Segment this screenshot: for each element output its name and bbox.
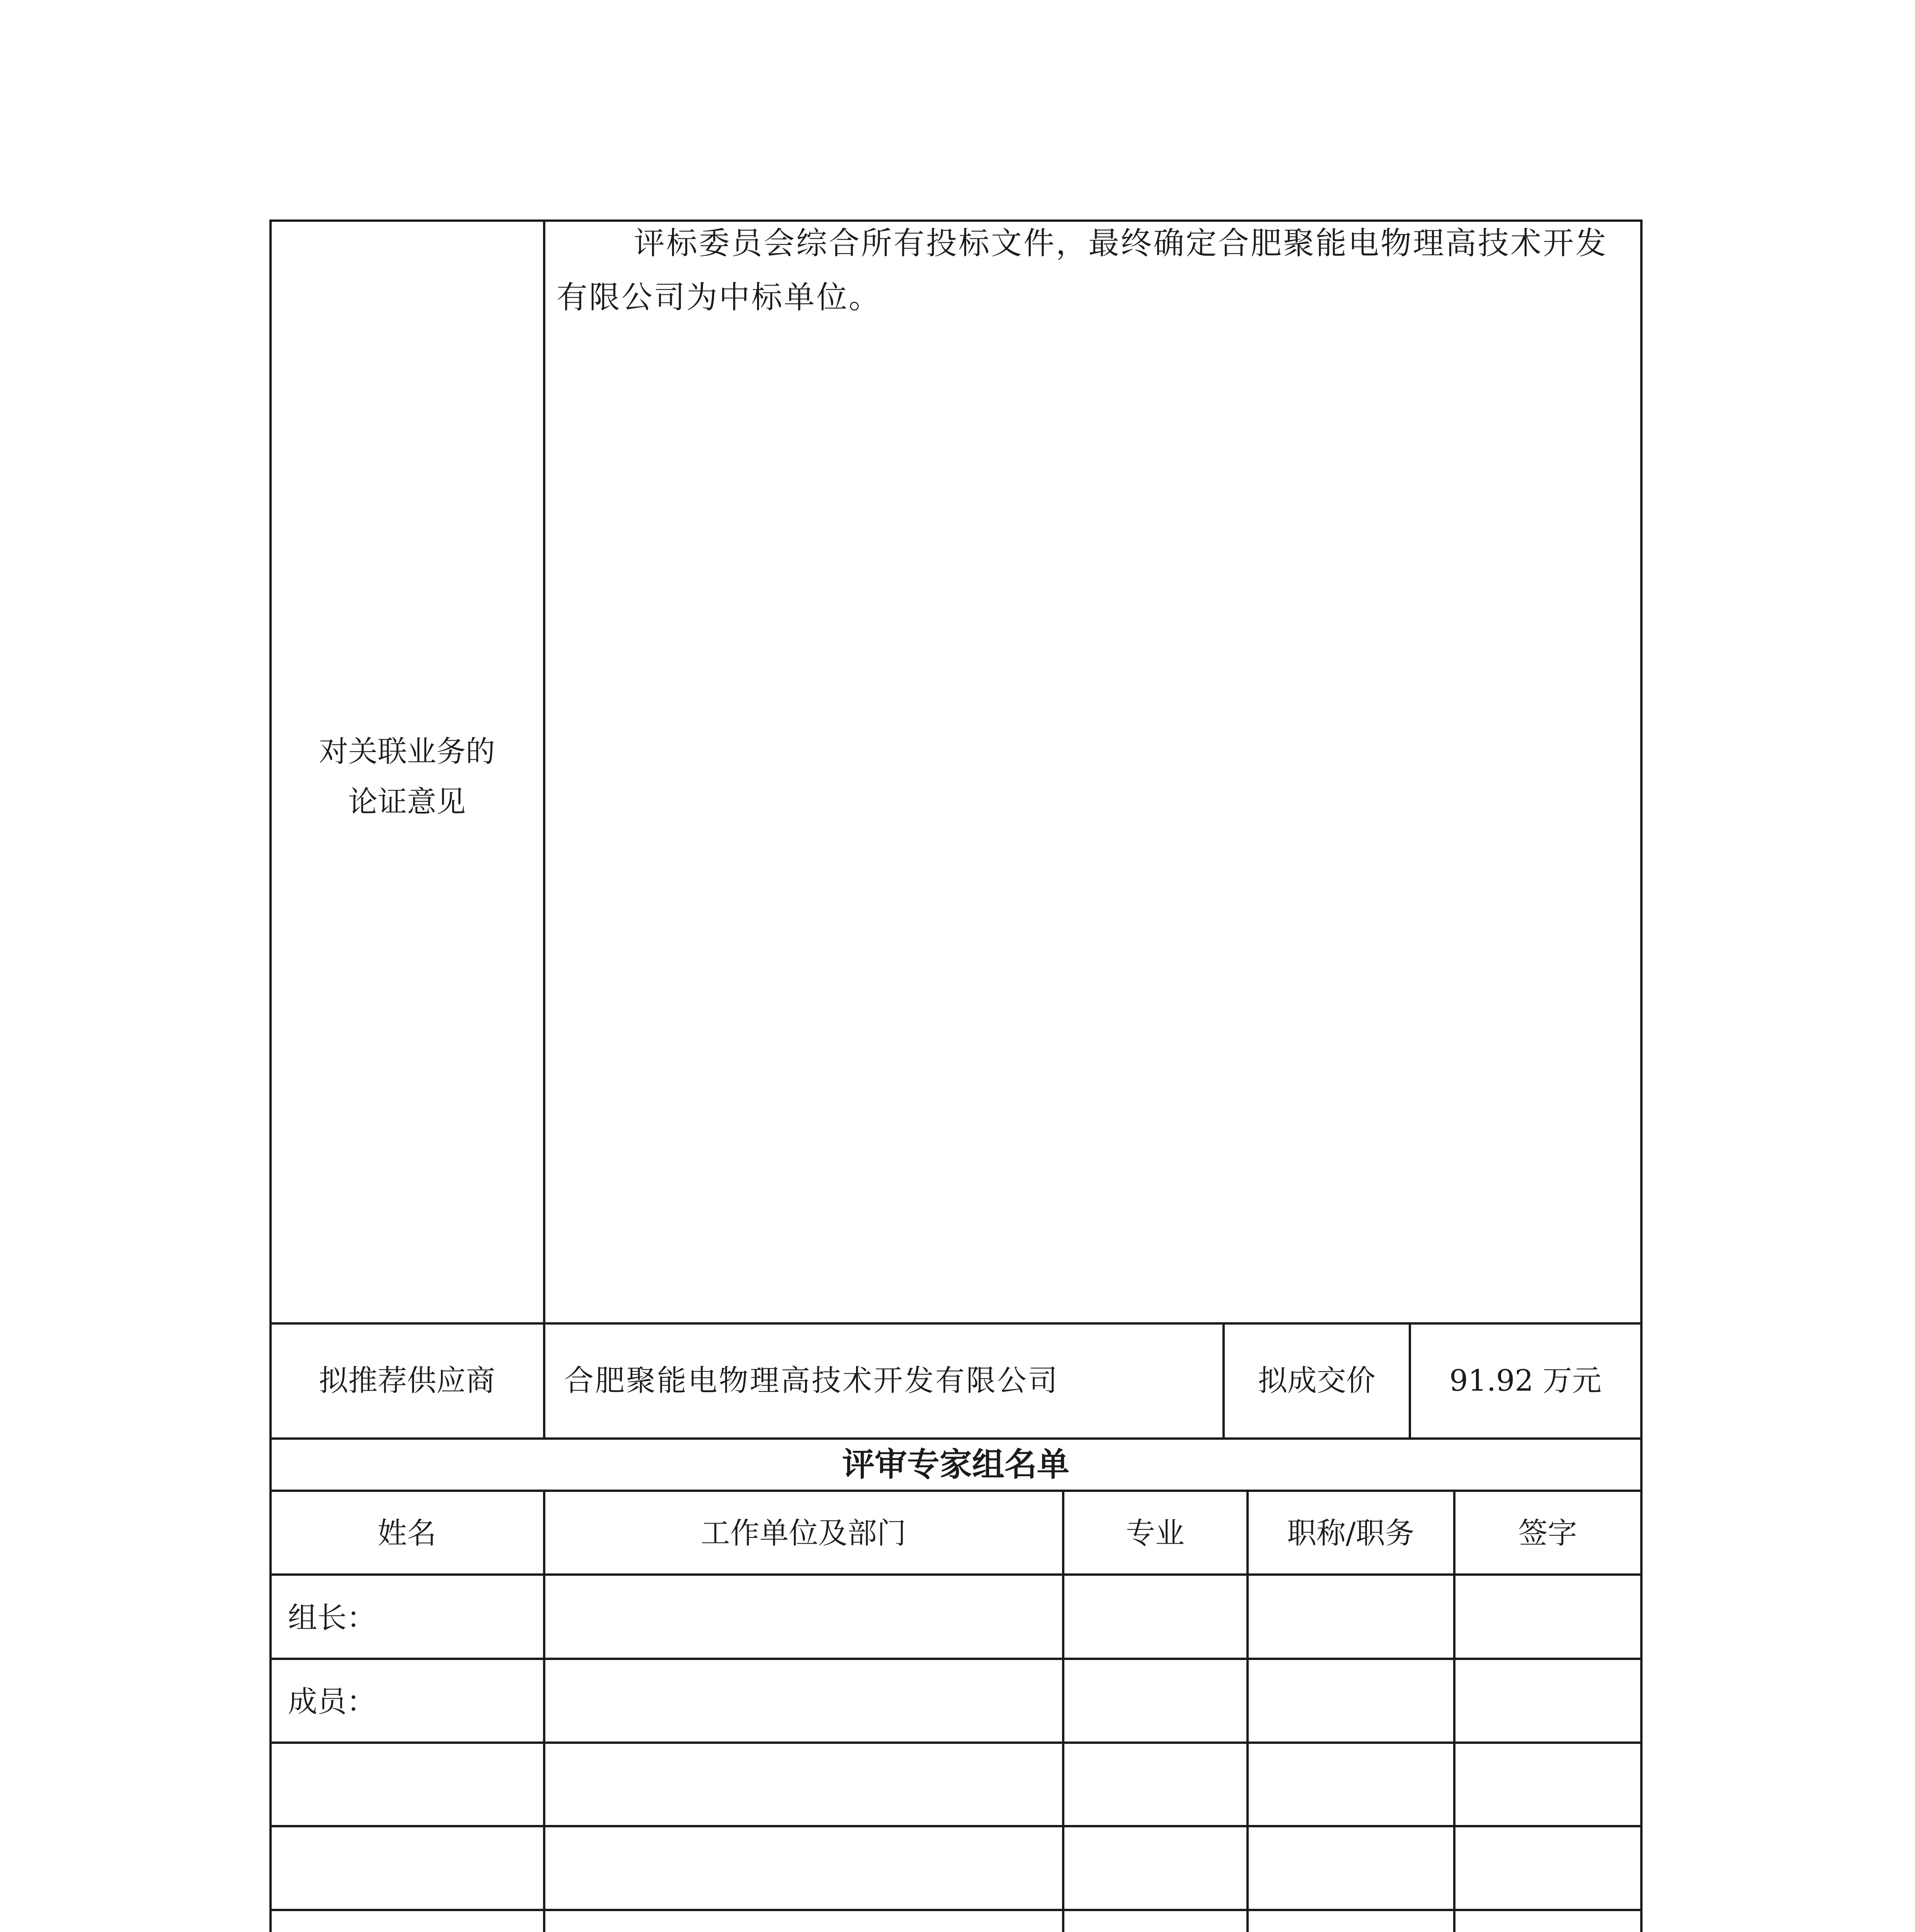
col-header-name: 姓名 xyxy=(378,1516,436,1550)
table-border-left xyxy=(269,219,272,1932)
rule-row-4 xyxy=(269,1909,1643,1911)
col-divider-title xyxy=(1453,1490,1455,1932)
col-divider-label xyxy=(543,219,545,1440)
opinion-label-line2: 论证意见 xyxy=(348,784,466,819)
expert-panel-title: 评审专家组名单 xyxy=(842,1446,1069,1483)
opinion-text-content: 评标委员会综合所有投标文件，最终确定合肥聚能电物理高技术开发有限公司为中标单位。 xyxy=(557,225,1608,315)
col-divider-major xyxy=(1246,1490,1249,1932)
supplier-label: 拟推荐供应商 xyxy=(319,1363,495,1398)
rule-row-2 xyxy=(269,1742,1643,1744)
col-header-title: 职称/职务 xyxy=(1287,1516,1415,1550)
opinion-label-line1: 对关联业务的 xyxy=(319,734,495,769)
col-divider-label-table xyxy=(543,1490,545,1932)
rule-after-supplier xyxy=(269,1437,1643,1440)
col-header-unit: 工作单位及部门 xyxy=(701,1516,906,1550)
rule-row-3 xyxy=(269,1825,1643,1827)
col-divider-price-label xyxy=(1222,1322,1225,1440)
col-divider-unit xyxy=(1062,1490,1064,1932)
table-border-right xyxy=(1640,219,1643,1932)
rule-after-header xyxy=(269,1573,1643,1576)
price-value: 91.92 万元 xyxy=(1449,1363,1602,1398)
rule-row-1 xyxy=(269,1658,1643,1660)
row-leader-label: 组长： xyxy=(288,1600,376,1635)
col-divider-price-value xyxy=(1409,1322,1411,1440)
opinion-text xyxy=(557,216,1631,325)
col-header-major: 专业 xyxy=(1126,1516,1185,1550)
rule-after-panel-title xyxy=(269,1490,1643,1492)
rule-after-opinion xyxy=(269,1322,1643,1325)
row-member-label: 成员： xyxy=(288,1684,376,1719)
supplier-name: 合肥聚能电物理高技术开发有限公司 xyxy=(564,1363,1059,1398)
price-label: 拟成交价 xyxy=(1258,1363,1375,1398)
opinion-label xyxy=(272,726,542,827)
col-header-signature: 签字 xyxy=(1518,1516,1577,1550)
